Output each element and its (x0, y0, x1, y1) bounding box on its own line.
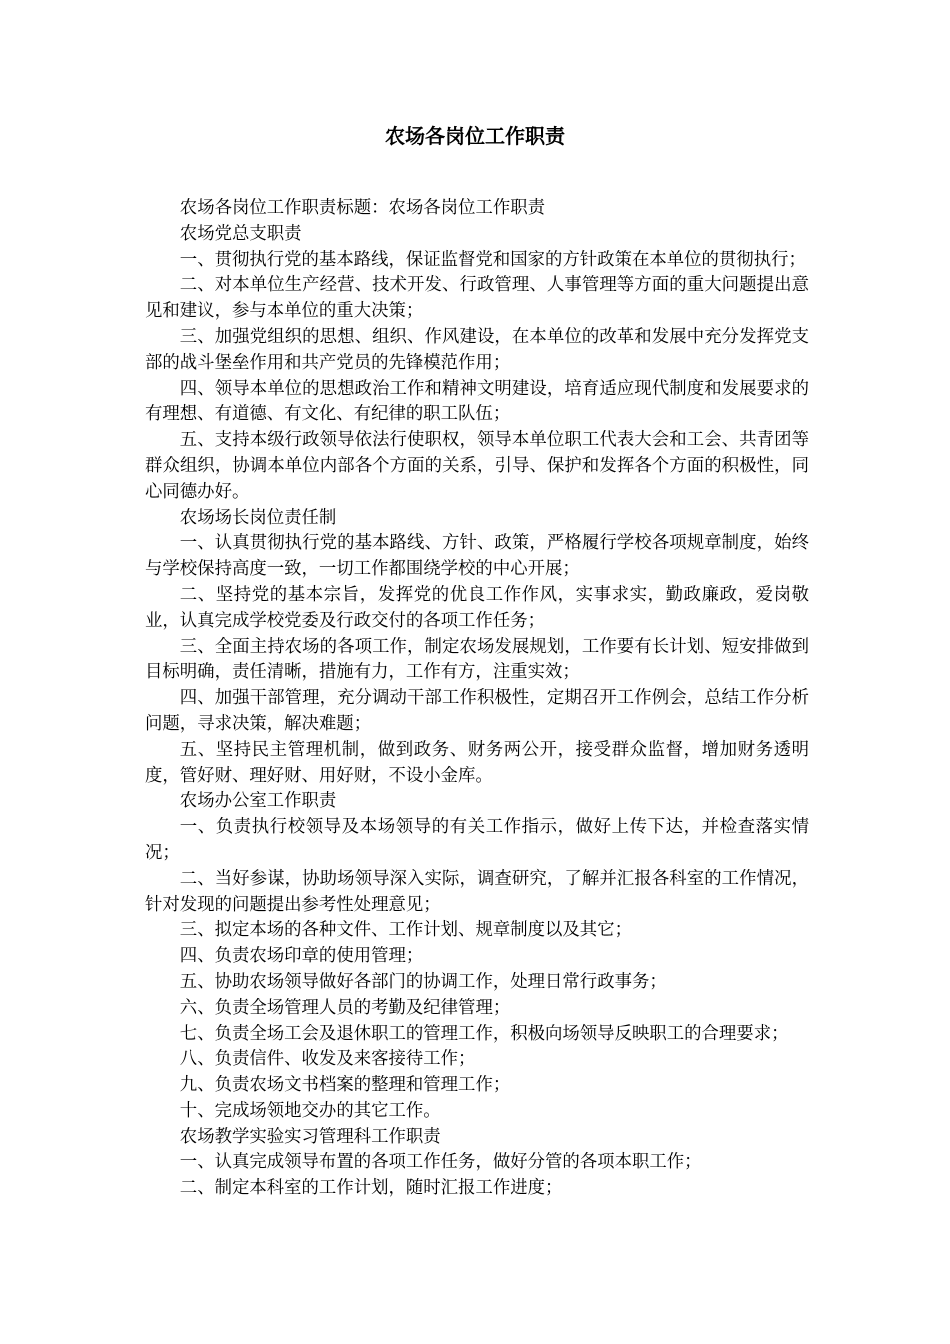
section-heading: 农场场长岗位责任制 (179, 507, 337, 528)
paragraph: 四、领导本单位的思想政治工作和精神文明建设，培育适应现代制度和发展要求的有理想、有道德、有文化、有纪律的职工队伍； (145, 378, 809, 425)
paragraph: 八、负责信件、收发及来客接待工作； (179, 1049, 476, 1070)
paragraph: 十、完成场领地交办的其它工作。 (179, 1100, 441, 1121)
paragraph: 五、协助农场领导做好各部门的协调工作，处理日常行政事务； (179, 971, 667, 992)
section-heading: 农场党总支职责 (179, 223, 302, 244)
paragraph: 五、支持本级行政领导依法行使职权，领导本单位职工代表大会和工会、共青团等群众组织，协调本单位内部各个方面的关系，引导、保护和发挥各个方面的积极性，同心同德办好。 (145, 430, 809, 502)
paragraph: 二、制定本科室的工作计划，随时汇报工作进度； (179, 1178, 563, 1199)
paragraph: 二、当好参谋，协助场领导深入实际，调查研究，了解并汇报各科室的工作情况，针对发现的问题提出参考性处理意见； (145, 868, 809, 915)
paragraph: 七、负责全场工会及退休职工的管理工作，积极向场领导反映职工的合理要求； (179, 1023, 789, 1044)
paragraph: 二、对本单位生产经营、技术开发、行政管理、人事管理等方面的重大问题提出意见和建议，参与本单位的重大决策； (145, 275, 809, 322)
paragraph: 一、贯彻执行党的基本路线，保证监督党和国家的方针政策在本单位的贯彻执行； (179, 249, 806, 270)
paragraph: 一、负责执行校领导及本场领导的有关工作指示，做好上传下达，并检查落实情况； (145, 817, 809, 863)
paragraph: 六、负责全场管理人员的考勤及纪律管理； (179, 997, 511, 1018)
paragraph: 三、全面主持农场的各项工作，制定农场发展规划，工作要有长计划、短安排做到目标明确，责任清晰，措施有力，工作有方，注重实效； (145, 636, 809, 683)
paragraph: 三、拟定本场的各种文件、工作计划、规章制度以及其它； (179, 920, 632, 941)
document-body (145, 196, 809, 1202)
paragraph: 三、加强党组织的思想、组织、作风建设，在本单位的改革和发展中充分发挥党支部的战斗堡垒作用和共产党员的先锋模范作用； (145, 326, 809, 373)
paragraph: 一、认真完成领导布置的各项工作任务，做好分管的各项本职工作； (179, 1152, 702, 1173)
paragraph: 农场各岗位工作职责标题：农场各岗位工作职责 (179, 198, 546, 218)
section-heading: 农场办公室工作职责 (179, 791, 337, 812)
paragraph: 九、负责农场文书档案的整理和管理工作； (179, 1075, 511, 1096)
paragraph: 二、坚持党的基本宗旨，发挥党的优良工作作风，实事求实，勤政廉政，爱岗敬业，认真完成学校党委及行政交付的各项工作任务； (145, 584, 809, 631)
paragraph: 五、坚持民主管理机制，做到政务、财务两公开，接受群众监督，增加财务透明度，管好财、理好财、用好财，不设小金库。 (145, 739, 809, 786)
paragraph: 四、负责农场印章的使用管理； (179, 946, 424, 967)
document-title: 农场各岗位工作职责 (385, 124, 565, 148)
paragraph: 一、认真贯彻执行党的基本路线、方针、政策，严格履行学校各项规章制度，始终与学校保持高度一致，一切工作都围绕学校的中心开展； (145, 533, 809, 580)
paragraph: 四、加强干部管理，充分调动干部工作积极性，定期召开工作例会，总结工作分析问题，寻求决策，解决难题； (145, 688, 809, 734)
section-heading: 农场教学实验实习管理科工作职责 (179, 1126, 441, 1147)
